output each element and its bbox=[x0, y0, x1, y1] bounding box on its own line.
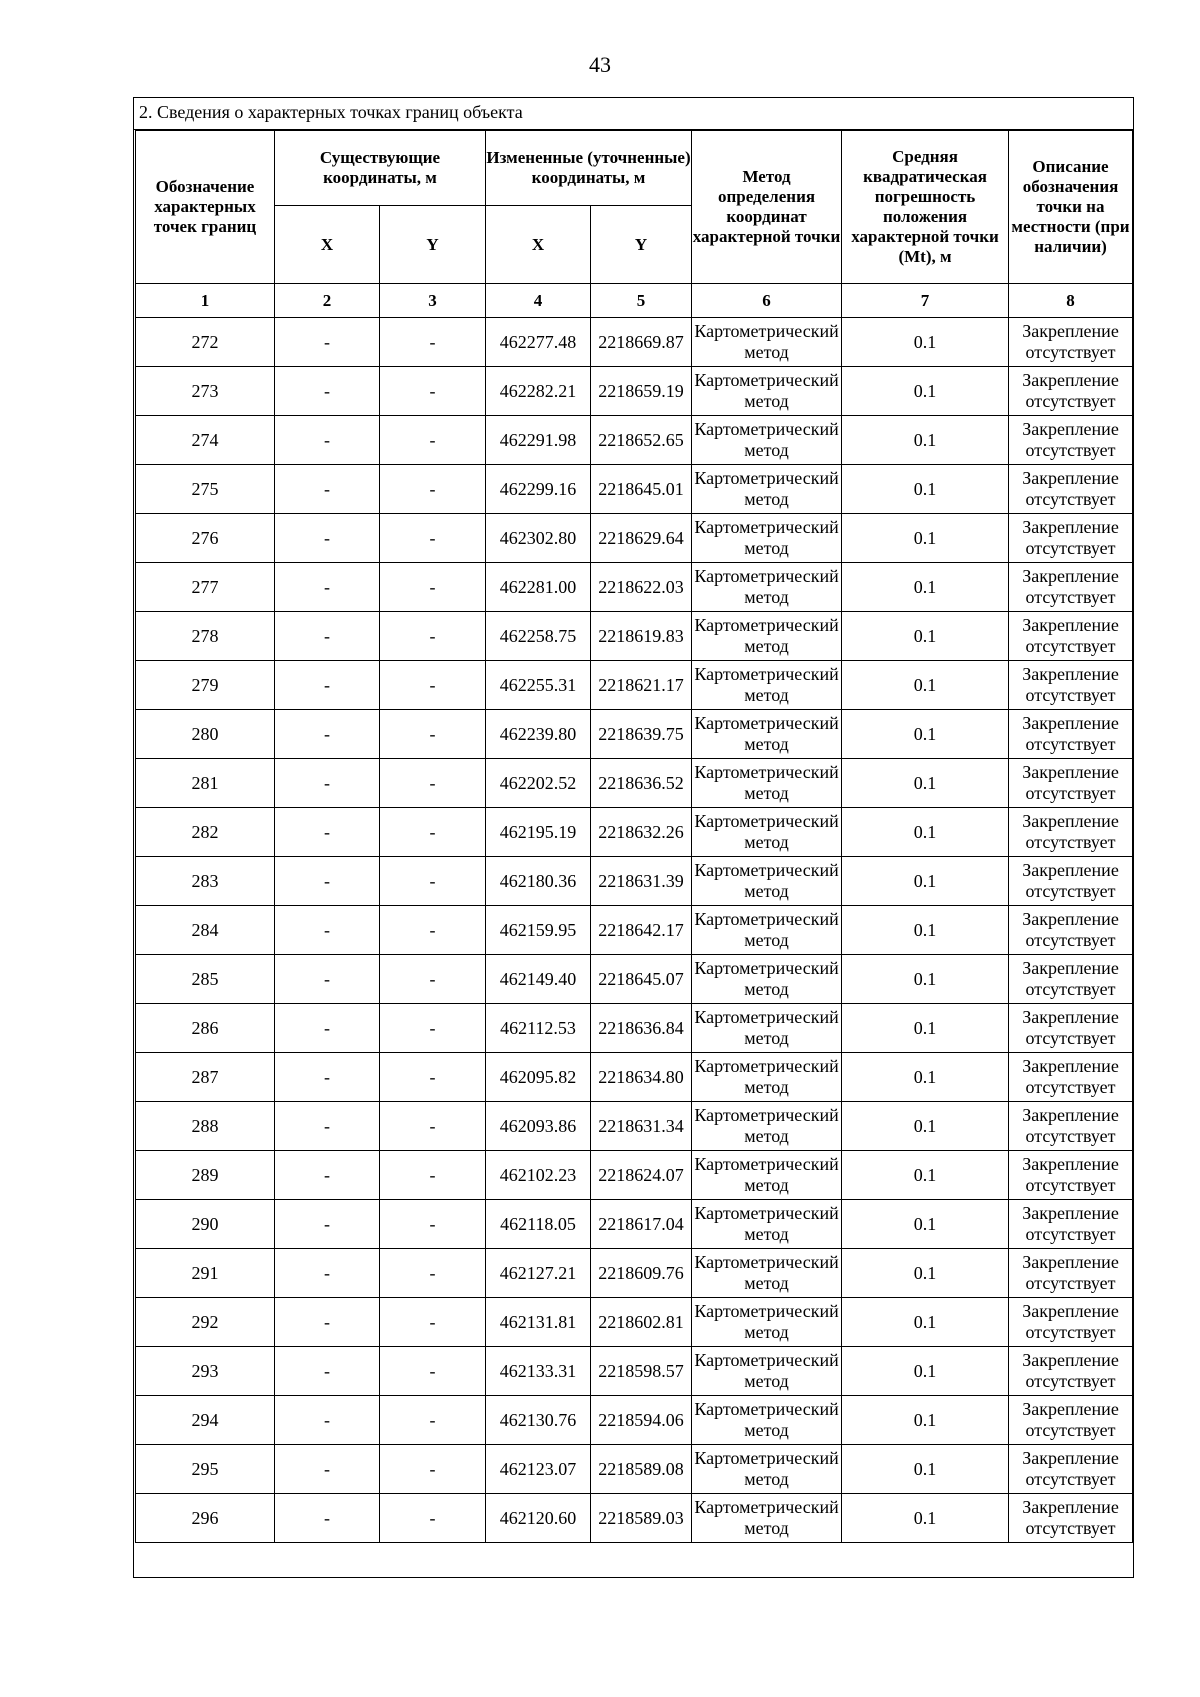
description-cell: Закрепление отсутствует bbox=[1009, 1396, 1133, 1445]
changed-y-cell: 2218669.87 bbox=[591, 318, 692, 367]
table-row bbox=[136, 318, 1133, 367]
method-cell: Картометрический метод bbox=[692, 1298, 842, 1347]
point-id-cell: 286 bbox=[136, 1004, 275, 1053]
changed-x-cell: 462202.52 bbox=[486, 759, 591, 808]
table-row bbox=[136, 1102, 1133, 1151]
changed-x-cell: 462239.80 bbox=[486, 710, 591, 759]
changed-x-cell: 462159.95 bbox=[486, 906, 591, 955]
existing-x-cell: - bbox=[275, 1200, 380, 1249]
changed-x-cell: 462291.98 bbox=[486, 416, 591, 465]
point-id-cell: 281 bbox=[136, 759, 275, 808]
changed-x-cell: 462123.07 bbox=[486, 1445, 591, 1494]
description-cell: Закрепление отсутствует bbox=[1009, 1249, 1133, 1298]
error-cell: 0.1 bbox=[842, 367, 1009, 416]
column-number-row bbox=[136, 284, 1133, 318]
table-row bbox=[136, 367, 1133, 416]
table-row bbox=[136, 955, 1133, 1004]
error-cell: 0.1 bbox=[842, 1249, 1009, 1298]
method-cell: Картометрический метод bbox=[692, 318, 842, 367]
table-row bbox=[136, 1347, 1133, 1396]
point-id-cell: 273 bbox=[136, 367, 275, 416]
error-cell: 0.1 bbox=[842, 465, 1009, 514]
error-cell: 0.1 bbox=[842, 1494, 1009, 1543]
point-id-cell: 282 bbox=[136, 808, 275, 857]
description-cell: Закрепление отсутствует bbox=[1009, 906, 1133, 955]
method-cell: Картометрический метод bbox=[692, 1249, 842, 1298]
existing-x-cell: - bbox=[275, 710, 380, 759]
existing-y-cell: - bbox=[380, 1445, 486, 1494]
page-number: 43 bbox=[589, 52, 611, 77]
point-id-cell: 280 bbox=[136, 710, 275, 759]
table-row bbox=[136, 1200, 1133, 1249]
changed-x-cell: 462277.48 bbox=[486, 318, 591, 367]
method-cell: Картометрический метод bbox=[692, 759, 842, 808]
changed-x-cell: 462255.31 bbox=[486, 661, 591, 710]
boundary-points-table bbox=[135, 130, 1133, 1543]
existing-y-cell: - bbox=[380, 808, 486, 857]
existing-y-cell: - bbox=[380, 1249, 486, 1298]
table-row bbox=[136, 563, 1133, 612]
error-cell: 0.1 bbox=[842, 710, 1009, 759]
header-existing-coordinates: Существующие координаты, м bbox=[275, 131, 486, 206]
error-cell: 0.1 bbox=[842, 318, 1009, 367]
changed-x-cell: 462180.36 bbox=[486, 857, 591, 906]
column-number: 7 bbox=[842, 284, 1009, 318]
changed-y-cell: 2218652.65 bbox=[591, 416, 692, 465]
existing-x-cell: - bbox=[275, 563, 380, 612]
description-cell: Закрепление отсутствует bbox=[1009, 661, 1133, 710]
header-existing-x: X bbox=[275, 206, 380, 284]
changed-x-cell: 462102.23 bbox=[486, 1151, 591, 1200]
changed-y-cell: 2218645.01 bbox=[591, 465, 692, 514]
error-cell: 0.1 bbox=[842, 1445, 1009, 1494]
error-cell: 0.1 bbox=[842, 661, 1009, 710]
description-cell: Закрепление отсутствует bbox=[1009, 710, 1133, 759]
error-cell: 0.1 bbox=[842, 1298, 1009, 1347]
method-cell: Картометрический метод bbox=[692, 1151, 842, 1200]
table-row bbox=[136, 612, 1133, 661]
table-row bbox=[136, 759, 1133, 808]
error-cell: 0.1 bbox=[842, 1347, 1009, 1396]
existing-x-cell: - bbox=[275, 906, 380, 955]
method-cell: Картометрический метод bbox=[692, 808, 842, 857]
column-number: 8 bbox=[1009, 284, 1133, 318]
table-row bbox=[136, 906, 1133, 955]
changed-y-cell: 2218624.07 bbox=[591, 1151, 692, 1200]
changed-y-cell: 2218642.17 bbox=[591, 906, 692, 955]
changed-y-cell: 2218636.84 bbox=[591, 1004, 692, 1053]
existing-y-cell: - bbox=[380, 318, 486, 367]
description-cell: Закрепление отсутствует bbox=[1009, 416, 1133, 465]
changed-y-cell: 2218621.17 bbox=[591, 661, 692, 710]
changed-x-cell: 462282.21 bbox=[486, 367, 591, 416]
existing-x-cell: - bbox=[275, 661, 380, 710]
column-number: 3 bbox=[380, 284, 486, 318]
method-cell: Картометрический метод bbox=[692, 955, 842, 1004]
table-row bbox=[136, 710, 1133, 759]
method-cell: Картометрический метод bbox=[692, 1396, 842, 1445]
description-cell: Закрепление отсутствует bbox=[1009, 1298, 1133, 1347]
point-id-cell: 274 bbox=[136, 416, 275, 465]
existing-y-cell: - bbox=[380, 1200, 486, 1249]
point-id-cell: 283 bbox=[136, 857, 275, 906]
error-cell: 0.1 bbox=[842, 1004, 1009, 1053]
changed-y-cell: 2218598.57 bbox=[591, 1347, 692, 1396]
header-changed-coordinates: Измененные (уточненные) координаты, м bbox=[486, 131, 692, 206]
existing-x-cell: - bbox=[275, 1053, 380, 1102]
existing-y-cell: - bbox=[380, 1347, 486, 1396]
point-id-cell: 295 bbox=[136, 1445, 275, 1494]
changed-y-cell: 2218589.03 bbox=[591, 1494, 692, 1543]
point-id-cell: 272 bbox=[136, 318, 275, 367]
changed-x-cell: 462112.53 bbox=[486, 1004, 591, 1053]
header-changed-y: Y bbox=[591, 206, 692, 284]
changed-y-cell: 2218619.83 bbox=[591, 612, 692, 661]
existing-x-cell: - bbox=[275, 1445, 380, 1494]
changed-y-cell: 2218629.64 bbox=[591, 514, 692, 563]
description-cell: Закрепление отсутствует bbox=[1009, 514, 1133, 563]
existing-y-cell: - bbox=[380, 563, 486, 612]
header-changed-x: X bbox=[486, 206, 591, 284]
table-row bbox=[136, 1151, 1133, 1200]
method-cell: Картометрический метод bbox=[692, 710, 842, 759]
changed-y-cell: 2218609.76 bbox=[591, 1249, 692, 1298]
existing-y-cell: - bbox=[380, 1298, 486, 1347]
header-method: Метод определения координат характерной точки bbox=[692, 131, 842, 284]
description-cell: Закрепление отсутствует bbox=[1009, 465, 1133, 514]
point-id-cell: 292 bbox=[136, 1298, 275, 1347]
point-id-cell: 289 bbox=[136, 1151, 275, 1200]
header-error: Средняя квадратическая погрешность положения характерной точки (Mt), м bbox=[842, 131, 1009, 284]
table-row bbox=[136, 661, 1133, 710]
existing-x-cell: - bbox=[275, 367, 380, 416]
error-cell: 0.1 bbox=[842, 857, 1009, 906]
changed-x-cell: 462299.16 bbox=[486, 465, 591, 514]
header-description: Описание обозначения точки на местности (при наличии) bbox=[1009, 131, 1133, 284]
method-cell: Картометрический метод bbox=[692, 1347, 842, 1396]
table-row bbox=[136, 416, 1133, 465]
changed-x-cell: 462131.81 bbox=[486, 1298, 591, 1347]
error-cell: 0.1 bbox=[842, 1151, 1009, 1200]
changed-x-cell: 462258.75 bbox=[486, 612, 591, 661]
point-id-cell: 277 bbox=[136, 563, 275, 612]
method-cell: Картометрический метод bbox=[692, 1200, 842, 1249]
existing-x-cell: - bbox=[275, 759, 380, 808]
column-number: 5 bbox=[591, 284, 692, 318]
column-number: 1 bbox=[136, 284, 275, 318]
existing-y-cell: - bbox=[380, 661, 486, 710]
error-cell: 0.1 bbox=[842, 759, 1009, 808]
method-cell: Картометрический метод bbox=[692, 661, 842, 710]
changed-y-cell: 2218631.39 bbox=[591, 857, 692, 906]
existing-y-cell: - bbox=[380, 1151, 486, 1200]
description-cell: Закрепление отсутствует bbox=[1009, 1102, 1133, 1151]
error-cell: 0.1 bbox=[842, 1102, 1009, 1151]
existing-y-cell: - bbox=[380, 465, 486, 514]
error-cell: 0.1 bbox=[842, 906, 1009, 955]
existing-y-cell: - bbox=[380, 1053, 486, 1102]
error-cell: 0.1 bbox=[842, 1053, 1009, 1102]
table-row bbox=[136, 808, 1133, 857]
point-id-cell: 287 bbox=[136, 1053, 275, 1102]
method-cell: Картометрический метод bbox=[692, 1102, 842, 1151]
point-id-cell: 275 bbox=[136, 465, 275, 514]
existing-x-cell: - bbox=[275, 1347, 380, 1396]
changed-x-cell: 462120.60 bbox=[486, 1494, 591, 1543]
column-number: 4 bbox=[486, 284, 591, 318]
changed-x-cell: 462149.40 bbox=[486, 955, 591, 1004]
point-id-cell: 276 bbox=[136, 514, 275, 563]
description-cell: Закрепление отсутствует bbox=[1009, 1004, 1133, 1053]
existing-y-cell: - bbox=[380, 612, 486, 661]
existing-y-cell: - bbox=[380, 367, 486, 416]
changed-y-cell: 2218622.03 bbox=[591, 563, 692, 612]
existing-x-cell: - bbox=[275, 612, 380, 661]
table-row bbox=[136, 465, 1133, 514]
header-point-designation: Обозначение характерных точек границ bbox=[136, 131, 275, 284]
existing-y-cell: - bbox=[380, 1396, 486, 1445]
changed-y-cell: 2218631.34 bbox=[591, 1102, 692, 1151]
description-cell: Закрепление отсутствует bbox=[1009, 857, 1133, 906]
existing-x-cell: - bbox=[275, 1102, 380, 1151]
existing-y-cell: - bbox=[380, 955, 486, 1004]
method-cell: Картометрический метод bbox=[692, 367, 842, 416]
changed-y-cell: 2218632.26 bbox=[591, 808, 692, 857]
point-id-cell: 279 bbox=[136, 661, 275, 710]
changed-x-cell: 462127.21 bbox=[486, 1249, 591, 1298]
table-row bbox=[136, 1004, 1133, 1053]
description-cell: Закрепление отсутствует bbox=[1009, 1200, 1133, 1249]
existing-y-cell: - bbox=[380, 1004, 486, 1053]
changed-y-cell: 2218589.08 bbox=[591, 1445, 692, 1494]
method-cell: Картометрический метод bbox=[692, 906, 842, 955]
table-row bbox=[136, 857, 1133, 906]
point-id-cell: 284 bbox=[136, 906, 275, 955]
existing-y-cell: - bbox=[380, 759, 486, 808]
point-id-cell: 291 bbox=[136, 1249, 275, 1298]
method-cell: Картометрический метод bbox=[692, 514, 842, 563]
existing-y-cell: - bbox=[380, 416, 486, 465]
changed-y-cell: 2218594.06 bbox=[591, 1396, 692, 1445]
table-row bbox=[136, 1396, 1133, 1445]
changed-y-cell: 2218634.80 bbox=[591, 1053, 692, 1102]
existing-x-cell: - bbox=[275, 1494, 380, 1543]
method-cell: Картометрический метод bbox=[692, 1004, 842, 1053]
existing-y-cell: - bbox=[380, 906, 486, 955]
table-row bbox=[136, 1053, 1133, 1102]
existing-x-cell: - bbox=[275, 857, 380, 906]
point-id-cell: 294 bbox=[136, 1396, 275, 1445]
changed-y-cell: 2218659.19 bbox=[591, 367, 692, 416]
point-id-cell: 296 bbox=[136, 1494, 275, 1543]
description-cell: Закрепление отсутствует bbox=[1009, 1053, 1133, 1102]
table-row bbox=[136, 1249, 1133, 1298]
existing-x-cell: - bbox=[275, 514, 380, 563]
changed-y-cell: 2218645.07 bbox=[591, 955, 692, 1004]
existing-x-cell: - bbox=[275, 318, 380, 367]
table-row bbox=[136, 1298, 1133, 1347]
description-cell: Закрепление отсутствует bbox=[1009, 955, 1133, 1004]
description-cell: Закрепление отсутствует bbox=[1009, 1151, 1133, 1200]
existing-y-cell: - bbox=[380, 1494, 486, 1543]
existing-y-cell: - bbox=[380, 1102, 486, 1151]
existing-x-cell: - bbox=[275, 465, 380, 514]
error-cell: 0.1 bbox=[842, 955, 1009, 1004]
description-cell: Закрепление отсутствует bbox=[1009, 1347, 1133, 1396]
method-cell: Картометрический метод bbox=[692, 563, 842, 612]
changed-x-cell: 462095.82 bbox=[486, 1053, 591, 1102]
error-cell: 0.1 bbox=[842, 563, 1009, 612]
changed-x-cell: 462195.19 bbox=[486, 808, 591, 857]
existing-x-cell: - bbox=[275, 1004, 380, 1053]
header-existing-y: Y bbox=[380, 206, 486, 284]
existing-x-cell: - bbox=[275, 955, 380, 1004]
existing-x-cell: - bbox=[275, 808, 380, 857]
error-cell: 0.1 bbox=[842, 1396, 1009, 1445]
method-cell: Картометрический метод bbox=[692, 612, 842, 661]
description-cell: Закрепление отсутствует bbox=[1009, 808, 1133, 857]
method-cell: Картометрический метод bbox=[692, 465, 842, 514]
table-row bbox=[136, 1494, 1133, 1543]
changed-y-cell: 2218636.52 bbox=[591, 759, 692, 808]
point-id-cell: 290 bbox=[136, 1200, 275, 1249]
table-row bbox=[136, 514, 1133, 563]
column-number: 6 bbox=[692, 284, 842, 318]
point-id-cell: 278 bbox=[136, 612, 275, 661]
description-cell: Закрепление отсутствует bbox=[1009, 563, 1133, 612]
description-cell: Закрепление отсутствует bbox=[1009, 318, 1133, 367]
changed-x-cell: 462118.05 bbox=[486, 1200, 591, 1249]
changed-y-cell: 2218617.04 bbox=[591, 1200, 692, 1249]
changed-y-cell: 2218639.75 bbox=[591, 710, 692, 759]
existing-x-cell: - bbox=[275, 416, 380, 465]
points-table-body bbox=[136, 318, 1133, 1543]
existing-x-cell: - bbox=[275, 1249, 380, 1298]
error-cell: 0.1 bbox=[842, 514, 1009, 563]
description-cell: Закрепление отсутствует bbox=[1009, 1445, 1133, 1494]
changed-x-cell: 462302.80 bbox=[486, 514, 591, 563]
changed-x-cell: 462130.76 bbox=[486, 1396, 591, 1445]
error-cell: 0.1 bbox=[842, 612, 1009, 661]
changed-x-cell: 462093.86 bbox=[486, 1102, 591, 1151]
method-cell: Картометрический метод bbox=[692, 857, 842, 906]
changed-y-cell: 2218602.81 bbox=[591, 1298, 692, 1347]
method-cell: Картометрический метод bbox=[692, 416, 842, 465]
existing-y-cell: - bbox=[380, 710, 486, 759]
error-cell: 0.1 bbox=[842, 1200, 1009, 1249]
error-cell: 0.1 bbox=[842, 808, 1009, 857]
description-cell: Закрепление отсутствует bbox=[1009, 612, 1133, 661]
column-number: 2 bbox=[275, 284, 380, 318]
point-id-cell: 288 bbox=[136, 1102, 275, 1151]
section-title: 2. Сведения о характерных точках границ объекта bbox=[133, 97, 1134, 130]
existing-x-cell: - bbox=[275, 1298, 380, 1347]
description-cell: Закрепление отсутствует bbox=[1009, 1494, 1133, 1543]
existing-y-cell: - bbox=[380, 514, 486, 563]
changed-x-cell: 462281.00 bbox=[486, 563, 591, 612]
description-cell: Закрепление отсутствует bbox=[1009, 759, 1133, 808]
point-id-cell: 293 bbox=[136, 1347, 275, 1396]
description-cell: Закрепление отсутствует bbox=[1009, 367, 1133, 416]
existing-x-cell: - bbox=[275, 1396, 380, 1445]
existing-y-cell: - bbox=[380, 857, 486, 906]
table-row bbox=[136, 1445, 1133, 1494]
method-cell: Картометрический метод bbox=[692, 1445, 842, 1494]
method-cell: Картометрический метод bbox=[692, 1494, 842, 1543]
point-id-cell: 285 bbox=[136, 955, 275, 1004]
changed-x-cell: 462133.31 bbox=[486, 1347, 591, 1396]
error-cell: 0.1 bbox=[842, 416, 1009, 465]
method-cell: Картометрический метод bbox=[692, 1053, 842, 1102]
existing-x-cell: - bbox=[275, 1151, 380, 1200]
